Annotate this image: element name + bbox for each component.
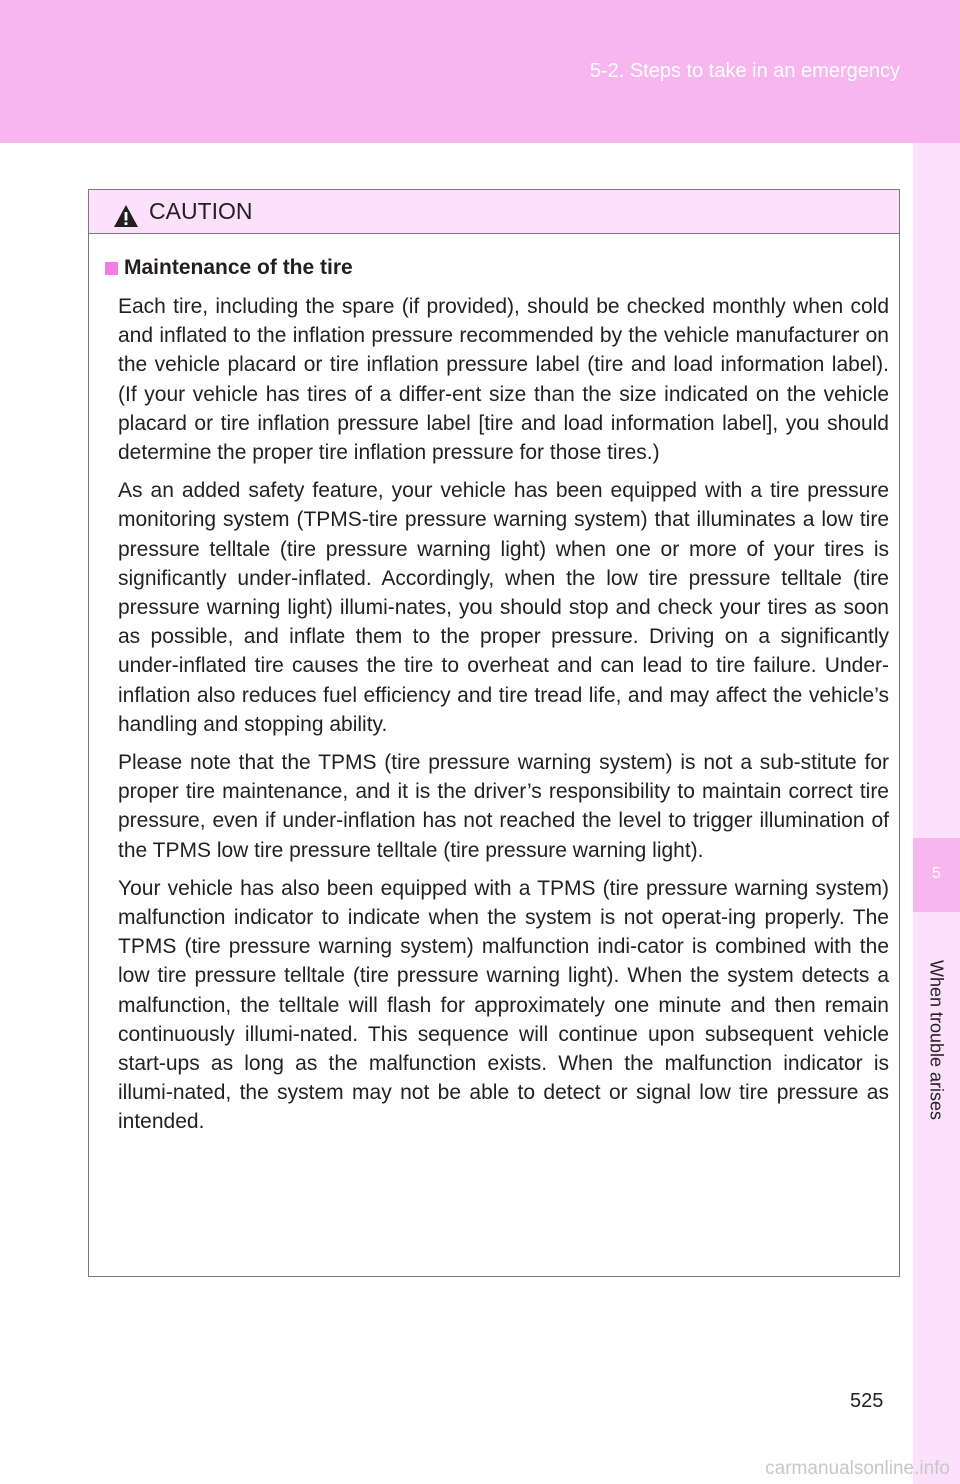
side-strip [913, 143, 960, 1484]
square-bullet-icon [105, 262, 118, 275]
caution-title: CAUTION [149, 198, 253, 224]
page-number: 525 [850, 1390, 884, 1412]
paragraph: Your vehicle has also been equipped with a TPMS (tire pressure warning system) malfunction indicator to indicate when the system is not operat-ing properly. The TPMS (tire pressure warning system) malfunction indi-cator is combined with the low tire pressure telltale (tire pressure warning light). When the system detects a malfunction, the telltale will flash for approximately one minute and then remain continuously illumi-nated. This sequence will continue upon subsequent vehicle start-ups as long as the malfunction exists. When the malfunction indicator is illumi-nated, the system may not be able to detect or signal low tire pressure as intended. [118, 876, 889, 1134]
section-heading-text: Maintenance of the tire [124, 256, 353, 279]
chapter-label: When trouble arises [926, 959, 947, 1121]
section-heading [105, 254, 889, 282]
paragraph: As an added safety feature, your vehicle has been equipped with a tire pressure monitoring system (TPMS-tire pressure warning system) that illuminates a low tire pressure telltale (tire pressure warning light) when one or more of your tires is significantly under-inflated. Accordingly, when the low tire pressure telltale (tire pressure warning light) illumi-nates, you should stop and check your tires as soon as possible, and inflate them to the proper pressure. Driving on a significantly under-inflated tire causes the tire to overheat and can lead to tire failure. Under-inflation also reduces fuel efficiency and tire tread life, and may affect the vehicle’s handling and stopping ability. [118, 479, 889, 736]
chapter-tab-number: 5 [932, 865, 941, 882]
warning-triangle-icon [113, 204, 139, 228]
caution-box [88, 189, 900, 1277]
caution-body [89, 234, 899, 1137]
watermark: carmanualsonline.info [765, 1458, 950, 1479]
section-title: 5-2. Steps to take in an emergency [589, 60, 900, 82]
paragraph: Please note that the TPMS (tire pressure warning system) is not a sub-stitute for proper tire maintenance, and it is the driver’s responsibility to maintain correct tire pressure, even if under-inflation has not reached the level to trigger illumination of the TPMS low tire pressure telltale (tire pressure warning light). [118, 751, 889, 862]
paragraph: Each tire, including the spare (if provided), should be checked monthly when cold and inflated to the inflation pressure recommended by the vehicle manufacturer on the vehicle placard or tire inflation pressure label (tire and load information label). (If your vehicle has tires of a differ-ent size than the size indicated on the vehicle placard or tire inflation pressure label [tire and load information label], you should determine the proper tire inflation pressure for those tires.) [118, 295, 889, 465]
caution-header [89, 190, 899, 234]
